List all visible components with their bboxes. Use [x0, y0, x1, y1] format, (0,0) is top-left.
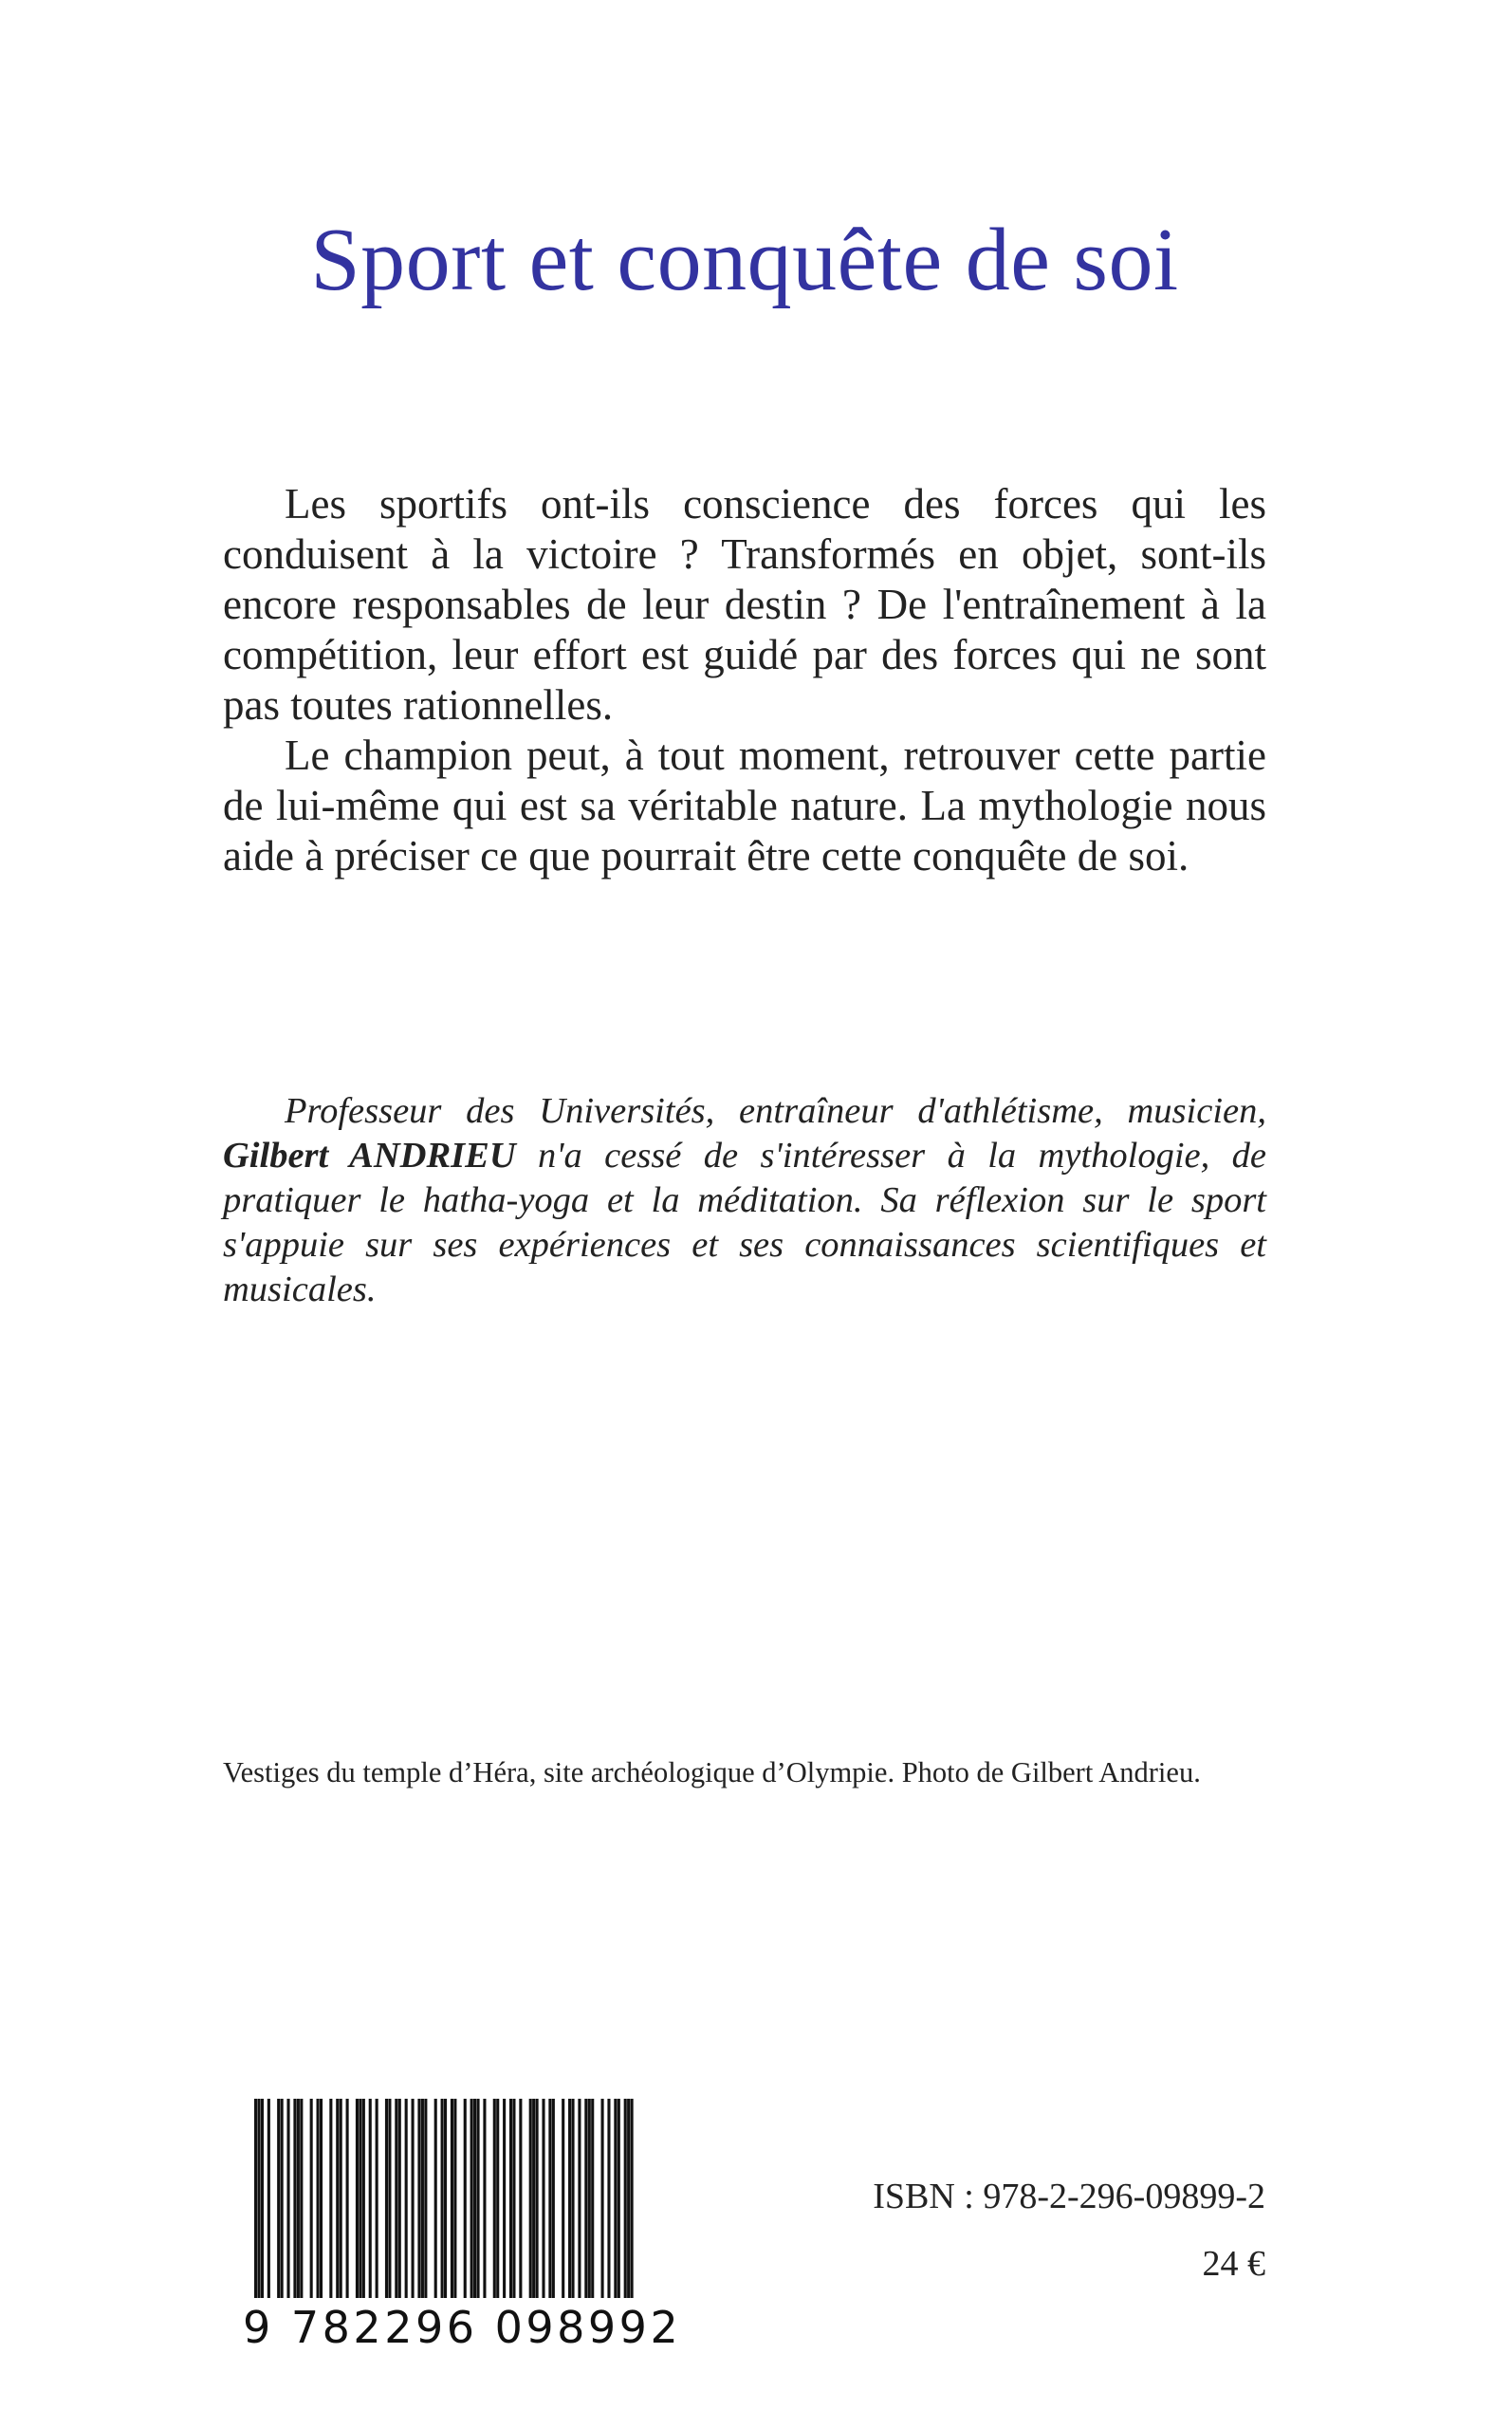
barcode-bar: [329, 2099, 332, 2298]
barcode-bar: [310, 2099, 313, 2298]
price: 24 €: [1202, 2244, 1265, 2284]
barcode-bar: [417, 2099, 420, 2298]
barcode-digits: 9 782296 098992: [243, 2302, 682, 2353]
barcode-bar: [519, 2099, 522, 2298]
barcode-bar: [568, 2099, 571, 2298]
barcode-bar: [624, 2099, 627, 2298]
barcode-bar: [493, 2099, 496, 2298]
barcode-bar: [441, 2099, 444, 2298]
barcode-bar: [578, 2099, 581, 2298]
barcode-bar: [562, 2099, 564, 2298]
back-cover-summary: [223, 479, 1266, 881]
barcode-bar: [362, 2099, 365, 2298]
barcode-bar: [421, 2099, 424, 2298]
summary-paragraph-1: Les sportifs ont-ils conscience des forces qui les conduisent à la victoire ? Transformés en objet, sont-ils encore responsables de leur destin ? De l'entraînement à la compétition, leur effort est guidé par des forces qui ne sont pas toutes rationnelles.: [223, 480, 1266, 729]
barcode-bar: [470, 2099, 473, 2298]
barcode-bar: [509, 2099, 512, 2298]
barcode-bar: [473, 2099, 476, 2298]
barcode-bar: [254, 2099, 257, 2298]
barcode-bar: [542, 2099, 544, 2298]
author-biography: [223, 1089, 1266, 1312]
barcode-bar: [356, 2099, 359, 2298]
book-title: Sport et conquête de soi: [310, 210, 1179, 309]
barcode-bar: [398, 2099, 401, 2298]
barcode-bar: [359, 2099, 361, 2298]
barcode-bar: [346, 2099, 349, 2298]
barcode-bar: [340, 2099, 342, 2298]
author-name: Gilbert ANDRIEU: [223, 1136, 516, 1176]
barcode-bar: [293, 2099, 296, 2298]
isbn-number: ISBN : 978-2-296-09899-2: [873, 2177, 1265, 2216]
barcode-bar: [627, 2099, 630, 2298]
barcode-bar: [601, 2099, 604, 2298]
barcode-bar: [385, 2099, 388, 2298]
barcode-bar: [300, 2099, 303, 2298]
barcode-bar: [412, 2099, 415, 2298]
barcode-bar: [548, 2099, 551, 2298]
barcode-bar: [532, 2099, 535, 2298]
barcode-bar: [503, 2099, 506, 2298]
barcode-bar: [286, 2099, 289, 2298]
barcode-bar: [395, 2099, 397, 2298]
barcode-bar: [281, 2099, 284, 2298]
barcode-bar: [434, 2099, 437, 2298]
barcode-bar: [336, 2099, 339, 2298]
barcode-bar: [631, 2099, 634, 2298]
barcode-bar: [267, 2099, 270, 2298]
barcode-bar: [451, 2099, 453, 2298]
author-bio-intro: Professeur des Universités, entraîneur d'athlétisme, musicien,: [285, 1091, 1266, 1131]
barcode-bar: [388, 2099, 391, 2298]
barcode-bar: [444, 2099, 447, 2298]
barcode-bar: [536, 2099, 539, 2298]
barcode-bar: [320, 2099, 323, 2298]
barcode-bar: [369, 2099, 372, 2298]
barcode-bar: [405, 2099, 408, 2298]
photo-credit: Vestiges du temple d’Héra, site archéologique d’Olympie. Photo de Gilbert Andrieu.: [223, 1756, 1201, 1788]
barcode: [243, 2099, 682, 2364]
author-bio-text: n'a cessé de s'intéresser à la mythologie, de pratiquer le hatha-yoga et la méditation. Sa réflexion sur le sport s'appuie sur ses expériences et ses connaissances scientifiques et musicales.: [223, 1136, 1266, 1309]
barcode-bar: [552, 2099, 555, 2298]
barcode-bar: [588, 2099, 591, 2298]
barcode-bars: [254, 2099, 634, 2298]
barcode-bar: [297, 2099, 300, 2298]
barcode-bar: [277, 2099, 280, 2298]
barcode-bar: [476, 2099, 479, 2298]
summary-paragraph-2: Le champion peut, à tout moment, retrouver cette partie de lui-même qui est sa véritable nature. La mythologie nous aide à préciser ce que pourrait être cette conquête de soi.: [223, 732, 1266, 880]
barcode-bar: [376, 2099, 378, 2298]
barcode-bar: [607, 2099, 610, 2298]
barcode-bar: [512, 2099, 515, 2298]
barcode-bar: [591, 2099, 594, 2298]
barcode-bar: [584, 2099, 587, 2298]
barcode-bar: [464, 2099, 467, 2298]
barcode-bar: [257, 2099, 260, 2298]
barcode-bar: [571, 2099, 574, 2298]
barcode-bar: [618, 2099, 620, 2298]
barcode-bar: [614, 2099, 617, 2298]
barcode-bar: [483, 2099, 486, 2298]
barcode-bar: [261, 2099, 264, 2298]
barcode-bar: [496, 2099, 499, 2298]
barcode-bar: [453, 2099, 456, 2298]
barcode-bar: [529, 2099, 532, 2298]
barcode-bar: [317, 2099, 320, 2298]
barcode-bar: [424, 2099, 427, 2298]
